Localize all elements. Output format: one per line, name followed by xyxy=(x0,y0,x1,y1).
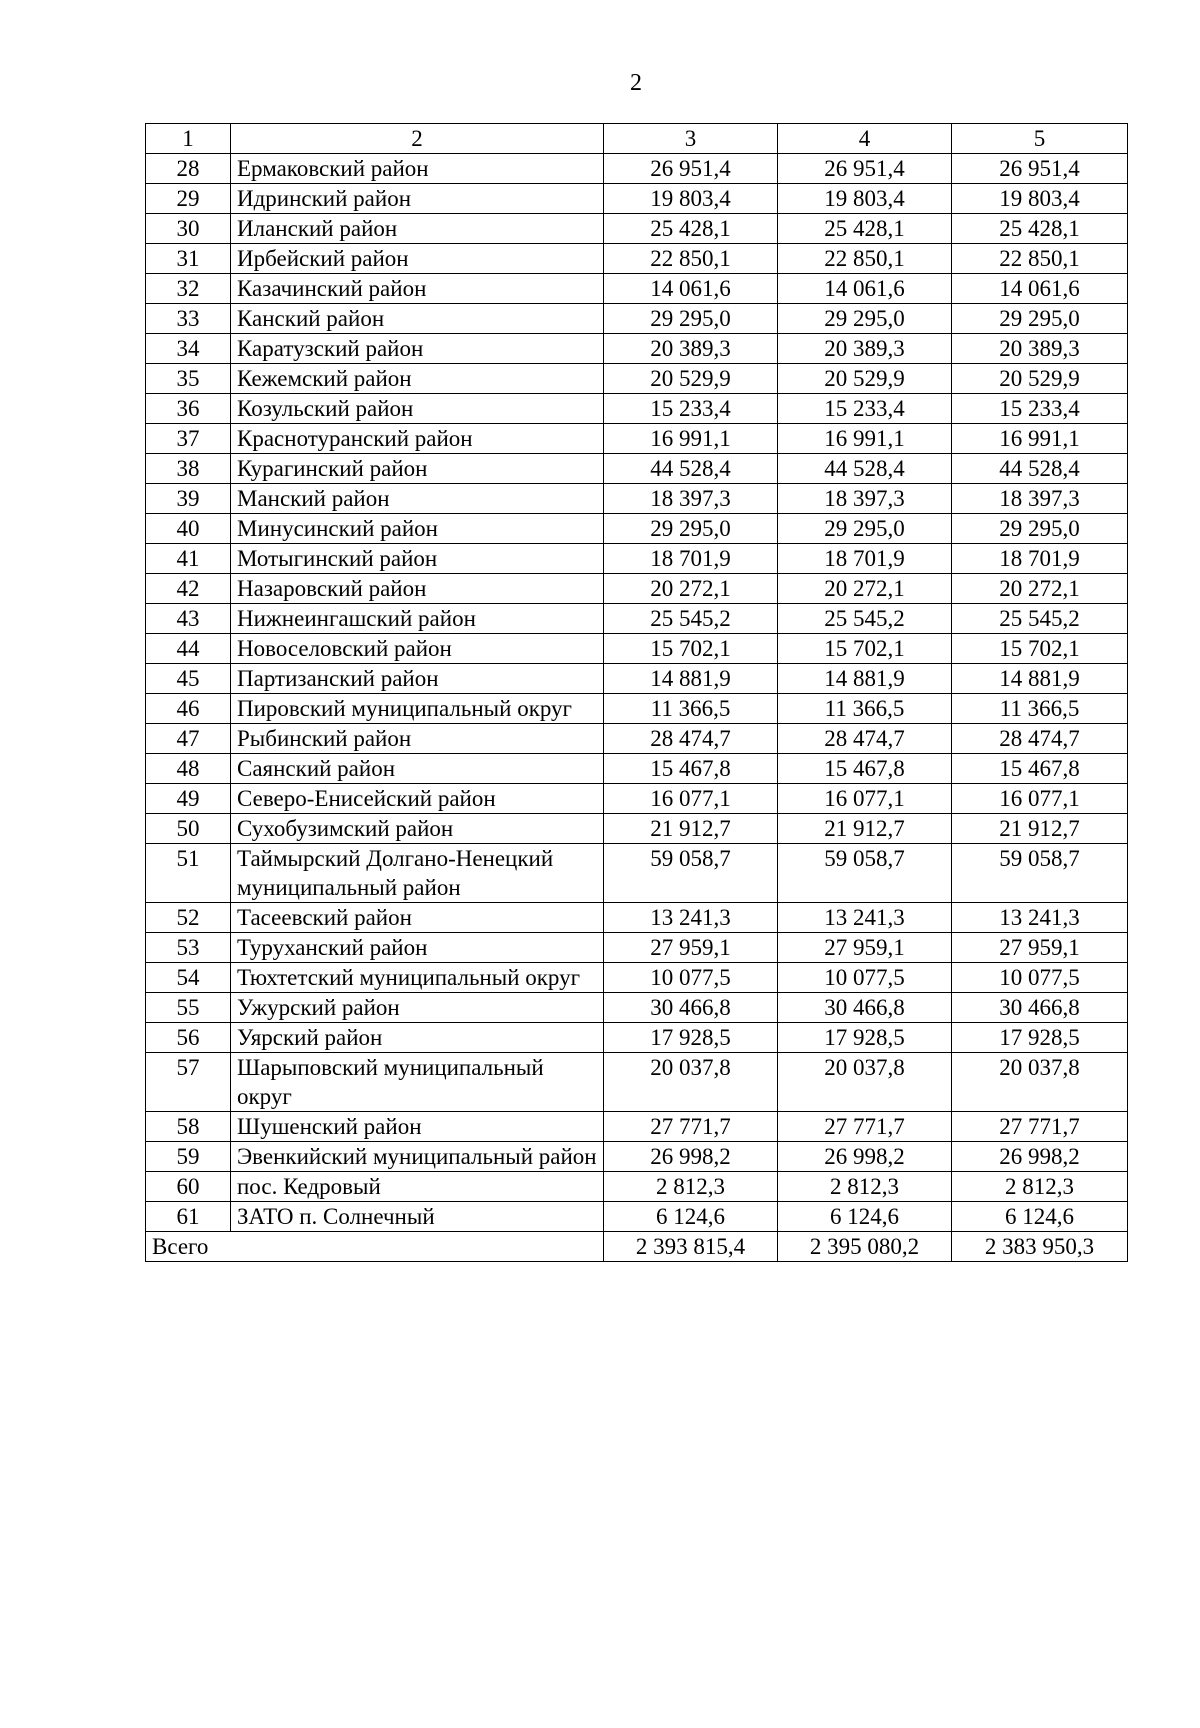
col3-value-cell: 59 058,7 xyxy=(604,844,778,903)
col4-value-cell: 15 233,4 xyxy=(778,394,952,424)
district-name-cell: Нижнеингашский район xyxy=(231,604,604,634)
col3-value-cell: 17 928,5 xyxy=(604,1023,778,1053)
col3-value-cell: 27 771,7 xyxy=(604,1112,778,1142)
district-name-cell: Мотыгинский район xyxy=(231,544,604,574)
col4-value-cell: 25 545,2 xyxy=(778,604,952,634)
table-row xyxy=(146,334,1128,364)
col5-value-cell: 10 077,5 xyxy=(952,963,1128,993)
col5-value-cell: 29 295,0 xyxy=(952,304,1128,334)
col5-value-cell: 14 061,6 xyxy=(952,274,1128,304)
table-row xyxy=(146,154,1128,184)
table-row xyxy=(146,754,1128,784)
col4-value-cell: 21 912,7 xyxy=(778,814,952,844)
col5-value-cell: 26 998,2 xyxy=(952,1142,1128,1172)
row-number-cell: 48 xyxy=(146,754,231,784)
district-name-cell: Назаровский район xyxy=(231,574,604,604)
row-number-cell: 52 xyxy=(146,903,231,933)
col4-value-cell: 10 077,5 xyxy=(778,963,952,993)
col4-value-cell: 59 058,7 xyxy=(778,844,952,903)
district-name-cell: Тюхтетский муниципальный округ xyxy=(231,963,604,993)
district-name-cell: Иланский район xyxy=(231,214,604,244)
table-row xyxy=(146,1053,1128,1112)
row-number-cell: 47 xyxy=(146,724,231,754)
district-name-cell: Идринский район xyxy=(231,184,604,214)
col5-value-cell: 44 528,4 xyxy=(952,454,1128,484)
col3-value-cell: 15 467,8 xyxy=(604,754,778,784)
col5-value-cell: 27 959,1 xyxy=(952,933,1128,963)
row-number-cell: 37 xyxy=(146,424,231,454)
table-row xyxy=(146,394,1128,424)
table-row xyxy=(146,993,1128,1023)
col4-value-cell: 29 295,0 xyxy=(778,304,952,334)
col5-value-cell: 16 991,1 xyxy=(952,424,1128,454)
row-number-cell: 36 xyxy=(146,394,231,424)
column-header-1: 1 xyxy=(146,124,231,154)
col3-value-cell: 20 272,1 xyxy=(604,574,778,604)
col3-value-cell: 27 959,1 xyxy=(604,933,778,963)
header-row xyxy=(146,124,1128,154)
row-number-cell: 30 xyxy=(146,214,231,244)
district-name-cell: Сухобузимский район xyxy=(231,814,604,844)
budget-table xyxy=(145,123,1128,1262)
col3-value-cell: 30 466,8 xyxy=(604,993,778,1023)
col5-value-cell: 2 812,3 xyxy=(952,1172,1128,1202)
table-row xyxy=(146,1202,1128,1232)
row-number-cell: 31 xyxy=(146,244,231,274)
table-row xyxy=(146,604,1128,634)
table-row xyxy=(146,784,1128,814)
district-name-cell: Уярский район xyxy=(231,1023,604,1053)
col5-value-cell: 20 529,9 xyxy=(952,364,1128,394)
district-name-cell: Манский район xyxy=(231,484,604,514)
col5-value-cell: 22 850,1 xyxy=(952,244,1128,274)
col5-value-cell: 20 389,3 xyxy=(952,334,1128,364)
district-name-cell: Канский район xyxy=(231,304,604,334)
row-number-cell: 60 xyxy=(146,1172,231,1202)
district-name-cell: Тасеевский район xyxy=(231,903,604,933)
table-row xyxy=(146,574,1128,604)
col3-value-cell: 6 124,6 xyxy=(604,1202,778,1232)
district-name-cell: Партизанский район xyxy=(231,664,604,694)
total-col5: 2 383 950,3 xyxy=(952,1232,1128,1262)
col4-value-cell: 17 928,5 xyxy=(778,1023,952,1053)
row-number-cell: 46 xyxy=(146,694,231,724)
col3-value-cell: 22 850,1 xyxy=(604,244,778,274)
col3-value-cell: 10 077,5 xyxy=(604,963,778,993)
district-name-cell: Саянский район xyxy=(231,754,604,784)
col4-value-cell: 18 397,3 xyxy=(778,484,952,514)
district-name-cell: Краснотуранский район xyxy=(231,424,604,454)
col5-value-cell: 27 771,7 xyxy=(952,1112,1128,1142)
col3-value-cell: 25 545,2 xyxy=(604,604,778,634)
row-number-cell: 58 xyxy=(146,1112,231,1142)
table-row xyxy=(146,844,1128,903)
table-row xyxy=(146,484,1128,514)
col3-value-cell: 21 912,7 xyxy=(604,814,778,844)
district-name-cell: Рыбинский район xyxy=(231,724,604,754)
col5-value-cell: 11 366,5 xyxy=(952,694,1128,724)
row-number-cell: 28 xyxy=(146,154,231,184)
col4-value-cell: 2 812,3 xyxy=(778,1172,952,1202)
row-number-cell: 38 xyxy=(146,454,231,484)
col5-value-cell: 20 272,1 xyxy=(952,574,1128,604)
col5-value-cell: 15 702,1 xyxy=(952,634,1128,664)
col5-value-cell: 19 803,4 xyxy=(952,184,1128,214)
table-row xyxy=(146,304,1128,334)
district-name-cell: ЗАТО п. Солнечный xyxy=(231,1202,604,1232)
row-number-cell: 45 xyxy=(146,664,231,694)
column-header-5: 5 xyxy=(952,124,1128,154)
row-number-cell: 41 xyxy=(146,544,231,574)
table-row xyxy=(146,1142,1128,1172)
col4-value-cell: 13 241,3 xyxy=(778,903,952,933)
district-name-cell: Шушенский район xyxy=(231,1112,604,1142)
col5-value-cell: 14 881,9 xyxy=(952,664,1128,694)
table-row xyxy=(146,963,1128,993)
col4-value-cell: 30 466,8 xyxy=(778,993,952,1023)
col3-value-cell: 20 389,3 xyxy=(604,334,778,364)
col4-value-cell: 15 702,1 xyxy=(778,634,952,664)
row-number-cell: 56 xyxy=(146,1023,231,1053)
table-row xyxy=(146,544,1128,574)
col3-value-cell: 20 529,9 xyxy=(604,364,778,394)
page-number: 2 xyxy=(630,70,642,96)
district-name-cell: Козульский район xyxy=(231,394,604,424)
district-name-cell: Шарыповский муниципальный округ xyxy=(231,1053,604,1112)
col3-value-cell: 19 803,4 xyxy=(604,184,778,214)
row-number-cell: 39 xyxy=(146,484,231,514)
district-name-cell: Новоселовский район xyxy=(231,634,604,664)
col5-value-cell: 13 241,3 xyxy=(952,903,1128,933)
district-name-cell: Пировский муниципальный округ xyxy=(231,694,604,724)
col5-value-cell: 30 466,8 xyxy=(952,993,1128,1023)
col5-value-cell: 21 912,7 xyxy=(952,814,1128,844)
row-number-cell: 29 xyxy=(146,184,231,214)
col5-value-cell: 20 037,8 xyxy=(952,1053,1128,1112)
col5-value-cell: 28 474,7 xyxy=(952,724,1128,754)
district-name-cell: Таймырский Долгано-Ненецкий муниципальный район xyxy=(231,844,604,903)
district-name-cell: Курагинский район xyxy=(231,454,604,484)
row-number-cell: 61 xyxy=(146,1202,231,1232)
district-name-cell: Кежемский район xyxy=(231,364,604,394)
district-name-cell: Минусинский район xyxy=(231,514,604,544)
col3-value-cell: 14 061,6 xyxy=(604,274,778,304)
col3-value-cell: 25 428,1 xyxy=(604,214,778,244)
col4-value-cell: 15 467,8 xyxy=(778,754,952,784)
total-row xyxy=(146,1232,1128,1262)
row-number-cell: 49 xyxy=(146,784,231,814)
table-row xyxy=(146,454,1128,484)
col4-value-cell: 19 803,4 xyxy=(778,184,952,214)
col3-value-cell: 2 812,3 xyxy=(604,1172,778,1202)
district-name-cell: пос. Кедровый xyxy=(231,1172,604,1202)
table-row xyxy=(146,1112,1128,1142)
column-header-2: 2 xyxy=(231,124,604,154)
table-row xyxy=(146,634,1128,664)
district-name-cell: Туруханский район xyxy=(231,933,604,963)
col3-value-cell: 11 366,5 xyxy=(604,694,778,724)
col5-value-cell: 18 397,3 xyxy=(952,484,1128,514)
col4-value-cell: 20 389,3 xyxy=(778,334,952,364)
col3-value-cell: 16 991,1 xyxy=(604,424,778,454)
table-row xyxy=(146,424,1128,454)
district-name-cell: Ермаковский район xyxy=(231,154,604,184)
district-name-cell: Ирбейский район xyxy=(231,244,604,274)
col4-value-cell: 6 124,6 xyxy=(778,1202,952,1232)
column-header-4: 4 xyxy=(778,124,952,154)
table-row xyxy=(146,1023,1128,1053)
row-number-cell: 35 xyxy=(146,364,231,394)
table-row xyxy=(146,364,1128,394)
table-row xyxy=(146,694,1128,724)
col4-value-cell: 27 771,7 xyxy=(778,1112,952,1142)
table-row xyxy=(146,244,1128,274)
row-number-cell: 57 xyxy=(146,1053,231,1112)
table-row xyxy=(146,933,1128,963)
row-number-cell: 59 xyxy=(146,1142,231,1172)
table-row xyxy=(146,184,1128,214)
district-name-cell: Ужурский район xyxy=(231,993,604,1023)
col3-value-cell: 15 233,4 xyxy=(604,394,778,424)
col4-value-cell: 20 529,9 xyxy=(778,364,952,394)
col3-value-cell: 13 241,3 xyxy=(604,903,778,933)
col4-value-cell: 18 701,9 xyxy=(778,544,952,574)
col4-value-cell: 28 474,7 xyxy=(778,724,952,754)
col4-value-cell: 26 998,2 xyxy=(778,1142,952,1172)
col5-value-cell: 15 233,4 xyxy=(952,394,1128,424)
col5-value-cell: 25 428,1 xyxy=(952,214,1128,244)
table-row xyxy=(146,724,1128,754)
district-name-cell: Каратузский район xyxy=(231,334,604,364)
col4-value-cell: 26 951,4 xyxy=(778,154,952,184)
table-row xyxy=(146,814,1128,844)
col3-value-cell: 18 397,3 xyxy=(604,484,778,514)
row-number-cell: 50 xyxy=(146,814,231,844)
row-number-cell: 44 xyxy=(146,634,231,664)
col4-value-cell: 16 991,1 xyxy=(778,424,952,454)
col5-value-cell: 29 295,0 xyxy=(952,514,1128,544)
col4-value-cell: 25 428,1 xyxy=(778,214,952,244)
row-number-cell: 55 xyxy=(146,993,231,1023)
district-name-cell: Эвенкийский муниципальный район xyxy=(231,1142,604,1172)
col4-value-cell: 14 881,9 xyxy=(778,664,952,694)
col5-value-cell: 16 077,1 xyxy=(952,784,1128,814)
row-number-cell: 53 xyxy=(146,933,231,963)
col3-value-cell: 29 295,0 xyxy=(604,304,778,334)
col5-value-cell: 6 124,6 xyxy=(952,1202,1128,1232)
row-number-cell: 33 xyxy=(146,304,231,334)
col5-value-cell: 26 951,4 xyxy=(952,154,1128,184)
col3-value-cell: 29 295,0 xyxy=(604,514,778,544)
district-name-cell: Северо-Енисейский район xyxy=(231,784,604,814)
table-body xyxy=(146,154,1128,1232)
table-row xyxy=(146,664,1128,694)
col4-value-cell: 20 037,8 xyxy=(778,1053,952,1112)
col5-value-cell: 17 928,5 xyxy=(952,1023,1128,1053)
col3-value-cell: 18 701,9 xyxy=(604,544,778,574)
col4-value-cell: 16 077,1 xyxy=(778,784,952,814)
col4-value-cell: 27 959,1 xyxy=(778,933,952,963)
col3-value-cell: 26 998,2 xyxy=(604,1142,778,1172)
col5-value-cell: 18 701,9 xyxy=(952,544,1128,574)
col4-value-cell: 11 366,5 xyxy=(778,694,952,724)
table-row xyxy=(146,274,1128,304)
district-name-cell: Казачинский район xyxy=(231,274,604,304)
row-number-cell: 54 xyxy=(146,963,231,993)
total-col4: 2 395 080,2 xyxy=(778,1232,952,1262)
row-number-cell: 43 xyxy=(146,604,231,634)
table-row xyxy=(146,214,1128,244)
row-number-cell: 34 xyxy=(146,334,231,364)
col4-value-cell: 20 272,1 xyxy=(778,574,952,604)
col3-value-cell: 28 474,7 xyxy=(604,724,778,754)
row-number-cell: 40 xyxy=(146,514,231,544)
col3-value-cell: 14 881,9 xyxy=(604,664,778,694)
row-number-cell: 42 xyxy=(146,574,231,604)
col5-value-cell: 15 467,8 xyxy=(952,754,1128,784)
col4-value-cell: 44 528,4 xyxy=(778,454,952,484)
col5-value-cell: 25 545,2 xyxy=(952,604,1128,634)
total-col3: 2 393 815,4 xyxy=(604,1232,778,1262)
col4-value-cell: 22 850,1 xyxy=(778,244,952,274)
table-row xyxy=(146,903,1128,933)
table-row xyxy=(146,514,1128,544)
row-number-cell: 32 xyxy=(146,274,231,304)
total-label: Всего xyxy=(146,1232,604,1262)
col3-value-cell: 15 702,1 xyxy=(604,634,778,664)
col5-value-cell: 59 058,7 xyxy=(952,844,1128,903)
col4-value-cell: 29 295,0 xyxy=(778,514,952,544)
col4-value-cell: 14 061,6 xyxy=(778,274,952,304)
row-number-cell: 51 xyxy=(146,844,231,903)
table-row xyxy=(146,1172,1128,1202)
column-header-3: 3 xyxy=(604,124,778,154)
col3-value-cell: 20 037,8 xyxy=(604,1053,778,1112)
col3-value-cell: 44 528,4 xyxy=(604,454,778,484)
col3-value-cell: 16 077,1 xyxy=(604,784,778,814)
col3-value-cell: 26 951,4 xyxy=(604,154,778,184)
